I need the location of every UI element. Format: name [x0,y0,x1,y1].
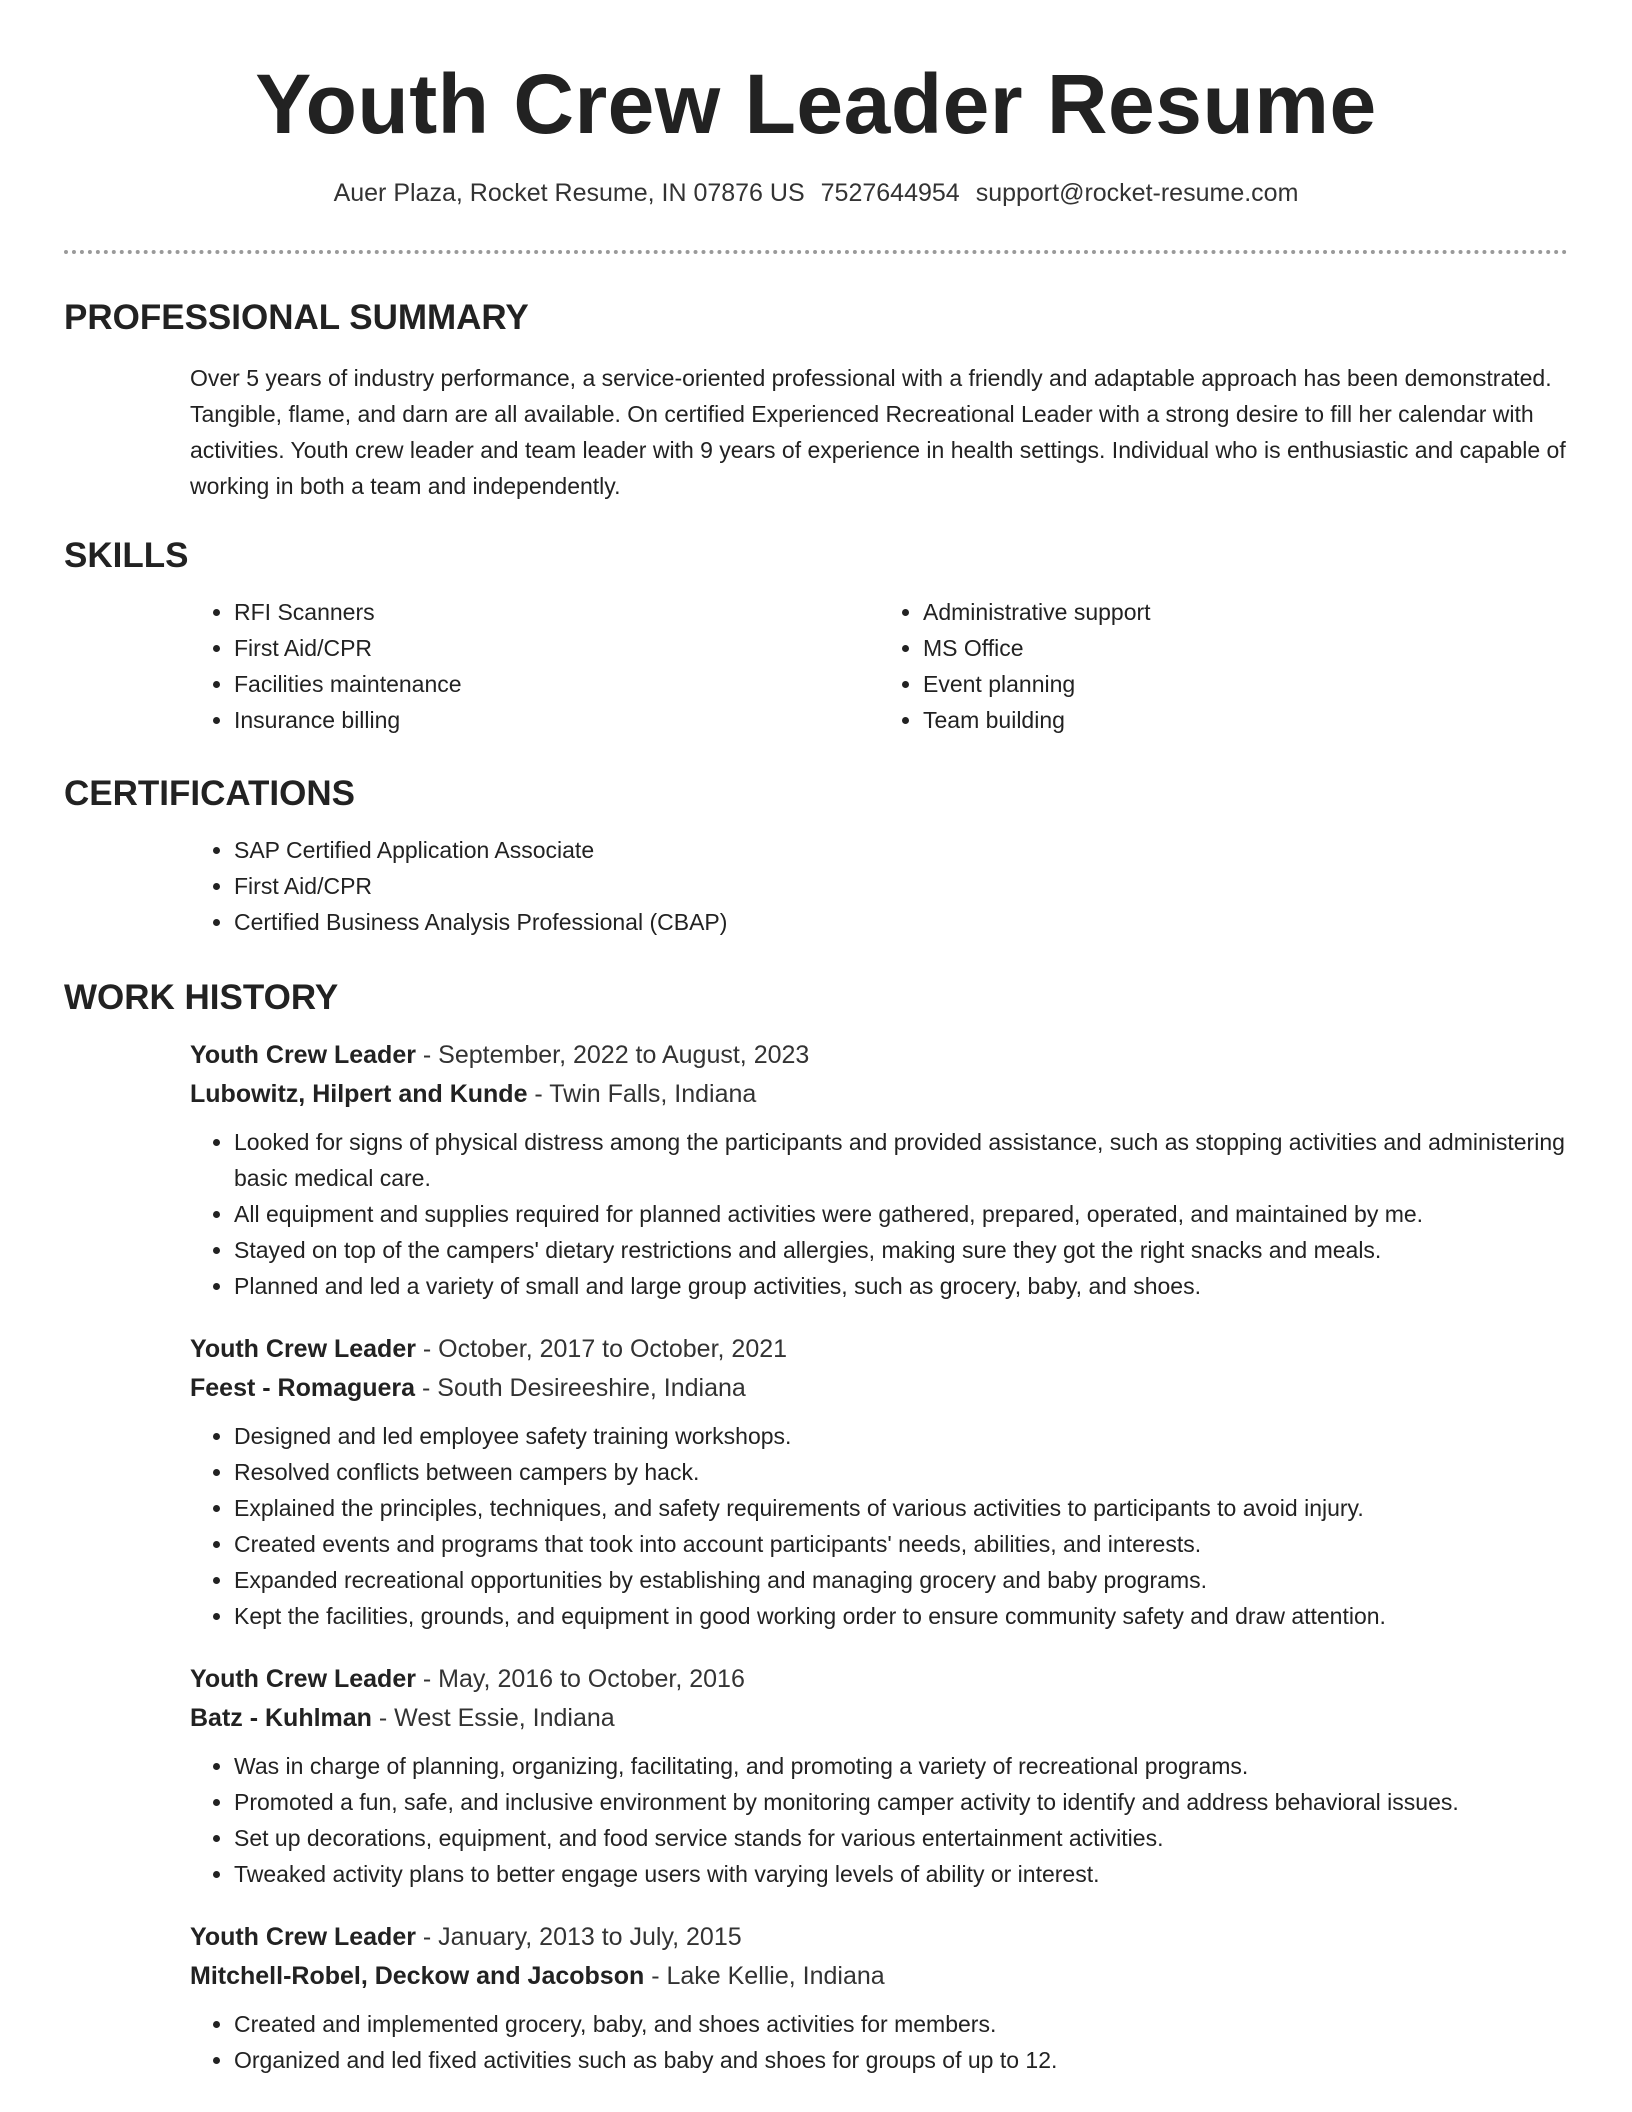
skills-columns [190,594,1568,738]
resume-header [0,52,1632,210]
skill-item: • Team building [923,702,1568,738]
skill-item: • First Aid/CPR [234,630,879,666]
job-title-line [190,1918,1568,1957]
job-role: Youth Crew Leader [190,1041,416,1069]
job-role: Youth Crew Leader [190,1335,416,1363]
job-company: Mitchell-Robel, Deckow and Jacobson [190,1962,645,1990]
job-location: - West Essie, Indiana [371,1704,615,1732]
contact-phone: 7527644954 [820,179,960,207]
job-bullets [190,1418,1568,1634]
job-bullet: • Was in charge of planning, organizing, facilitating, and promoting a variety of recreational programs. [234,1748,1568,1784]
job-bullets [190,1124,1568,1304]
work-history-block [190,1036,1568,2078]
job-bullet: • Created and implemented grocery, baby, and shoes activities for members. [234,2006,1568,2042]
job-location: - South Desireeshire, Indiana [415,1374,746,1402]
job-entry [190,1330,1568,1634]
job-title-line [190,1036,1568,1075]
skills-list-right [879,594,1568,738]
resume-title: Youth Crew Leader Resume [255,57,1377,151]
contact-address: Auer Plaza, Rocket Resume, IN 07876 US [333,179,805,207]
job-dates: - January, 2013 to July, 2015 [415,1923,742,1951]
skill-item: • Administrative support [923,594,1568,630]
job-company: Batz - Kuhlman [190,1704,372,1732]
skills-list-left [190,594,879,738]
job-dates: - October, 2017 to October, 2021 [415,1335,788,1363]
skill-item: • Facilities maintenance [234,666,879,702]
summary-text: Over 5 years of industry performance, a service-oriented professional with a friendly and adaptable approach has been demonstrated. Tangible, flame, and darn are all available. On certified Experienced Recreational Leader with a strong desire to fill her calendar with activities. Youth crew leader and team leader with 9 years of experience in health settings. Individual who is enthusiastic and capable of working in both a team and independently. [190,365,1566,499]
job-bullet: • Planned and led a variety of small and large group activities, such as grocery, baby, and shoes. [234,1268,1568,1304]
job-company-line [190,1957,1568,1996]
contact-line [0,176,1632,210]
certification-item: • First Aid/CPR [234,868,1568,904]
header-divider [64,250,1568,254]
skill-item: • MS Office [923,630,1568,666]
job-entry [190,1036,1568,1304]
job-entry [190,1918,1568,2078]
skill-item: • RFI Scanners [234,594,879,630]
job-role: Youth Crew Leader [190,1923,416,1951]
job-bullet: • Looked for signs of physical distress among the participants and provided assistance, such as stopping activities and administering basic medical care. [234,1124,1568,1196]
job-title-line [190,1330,1568,1369]
job-bullet: • Tweaked activity plans to better engage users with varying levels of ability or interest. [234,1856,1568,1892]
job-bullet: • Organized and led fixed activities such as baby and shoes for groups of up to 12. [234,2042,1568,2078]
job-bullet: • All equipment and supplies required for planned activities were gathered, prepared, operated, and maintained by me. [234,1196,1568,1232]
job-company-line [190,1369,1568,1408]
summary-heading: PROFESSIONAL SUMMARY [64,298,529,337]
skills-heading: SKILLS [64,536,189,575]
job-location: - Lake Kellie, Indiana [644,1962,885,1990]
certifications-block [190,832,1568,940]
job-bullet: • Designed and led employee safety training workshops. [234,1418,1568,1454]
job-bullet: • Kept the facilities, grounds, and equipment in good working order to ensure community safety and draw attention. [234,1598,1568,1634]
job-company-line [190,1075,1568,1114]
job-title-line [190,1660,1568,1699]
certification-item: • SAP Certified Application Associate [234,832,1568,868]
job-dates: - September, 2022 to August, 2023 [415,1041,810,1069]
certifications-list [190,832,1568,940]
job-role: Youth Crew Leader [190,1665,416,1693]
job-bullets [190,1748,1568,1892]
job-bullet: • Expanded recreational opportunities by establishing and managing grocery and baby programs. [234,1562,1568,1598]
job-company: Feest - Romaguera [190,1374,416,1402]
job-bullet: • Created events and programs that took into account participants' needs, abilities, and interests. [234,1526,1568,1562]
job-bullets [190,2006,1568,2078]
certifications-section [64,772,1568,940]
work-history-heading: WORK HISTORY [64,978,339,1017]
job-entry [190,1660,1568,1892]
job-location: - Twin Falls, Indiana [527,1080,757,1108]
job-company-line [190,1699,1568,1738]
skill-item: • Event planning [923,666,1568,702]
job-bullet: • Promoted a fun, safe, and inclusive environment by monitoring camper activity to identify and address behavioral issues. [234,1784,1568,1820]
job-company: Lubowitz, Hilpert and Kunde [190,1080,528,1108]
work-history-section [64,976,1568,2104]
skills-section [64,534,1568,738]
job-bullet: • Stayed on top of the campers' dietary restrictions and allergies, making sure they got the right snacks and meals. [234,1232,1568,1268]
job-bullet: • Resolved conflicts between campers by hack. [234,1454,1568,1490]
skill-item: • Insurance billing [234,702,879,738]
job-bullet: • Explained the principles, techniques, and safety requirements of various activities to participants to avoid injury. [234,1490,1568,1526]
job-dates: - May, 2016 to October, 2016 [415,1665,745,1693]
certifications-heading: CERTIFICATIONS [64,774,356,813]
job-bullet: • Set up decorations, equipment, and food service stands for various entertainment activities. [234,1820,1568,1856]
certification-item: • Certified Business Analysis Professional (CBAP) [234,904,1568,940]
contact-email: support@rocket-resume.com [975,179,1299,207]
summary-section [64,296,1568,504]
